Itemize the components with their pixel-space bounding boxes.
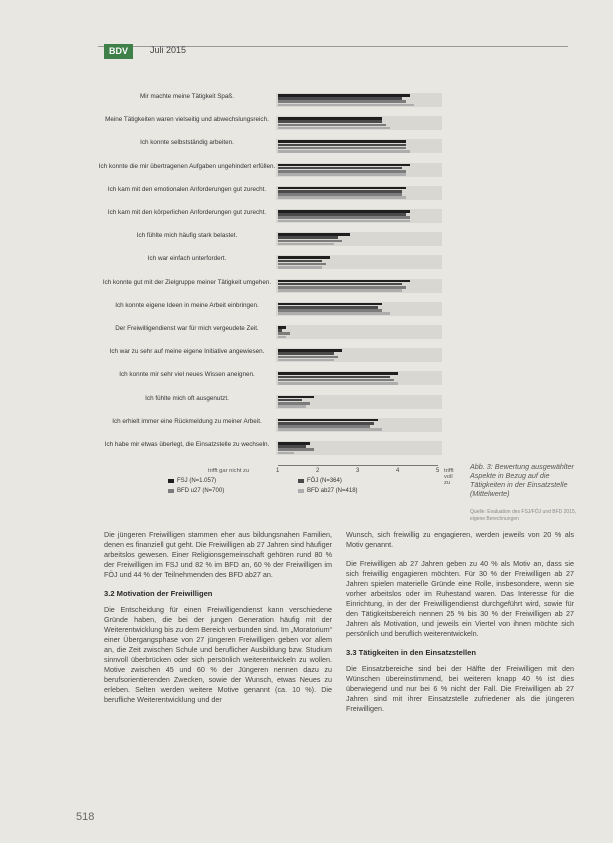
bar — [278, 213, 406, 216]
bar — [278, 283, 402, 286]
category-label: Ich war zu sehr auf meine eigene Initiative angewiesen. — [109, 348, 265, 356]
x-tick-label: 4 — [396, 468, 400, 475]
category-label: Ich konnte eigene Ideen in meine Arbeit einbringen. — [115, 301, 259, 309]
category-label: Ich erhielt immer eine Rückmeldung zu meiner Arbeit. — [112, 417, 262, 425]
category-label: Mir machte meine Tätigkeit Spaß. — [139, 93, 235, 100]
legend-label: BFD ab27 (N=418) — [307, 488, 358, 495]
bar — [278, 266, 322, 269]
bar — [278, 147, 406, 150]
bar — [278, 399, 302, 402]
legend-swatch — [168, 489, 174, 493]
journal-badge: BDV — [104, 44, 133, 59]
bar — [278, 97, 402, 100]
bar — [278, 127, 390, 130]
figure-caption: Abb. 3: Bewertung ausgewählter Aspekte in Bezug auf die Tätigkeiten in der Einsatzstelle (Mittelwerte) — [470, 462, 574, 498]
legend-label: BFD u27 (N=700) — [177, 488, 225, 495]
bar — [278, 196, 406, 199]
paragraph: Die Einsatzbereiche sind bei der Hälfte der Freiwilligen mit den Wünschen übereinstimmend, bei weiteren knapp 40 % ist dies überwiegend und nur bei 6 % nicht der Fall. Die Freiwilligen ab 27 Jahren sind mit ihrer Einsatzstelle zufriedener als die jüngeren Freiwilligen. — [346, 664, 574, 713]
bar — [278, 376, 390, 379]
legend-swatch — [298, 479, 304, 483]
bar — [278, 356, 338, 359]
bar — [278, 243, 334, 246]
bar — [278, 256, 330, 259]
bar — [278, 260, 322, 263]
issue-date: Juli 2015 — [150, 45, 187, 55]
bar — [278, 280, 410, 283]
bar — [278, 150, 410, 153]
paragraph: Die Freiwilligen ab 27 Jahren geben zu 40 % als Motiv an, dass sie sich freiwillig engagieren möchten. Für 30 % der Freiwilligen ab 27 Jahren spielen materielle Gründe eine Rolle, insbesondere, wenn sie vorher arbeitslos oder im Ruhestand waren. Das Interesse für die Einrichtung, in der der Freiwilligendienst durchgeführt wird, sowie für den Tätigkeitsbereich nennen 25 % bis 30 % der Freiwilligen ab 27 Jahren als Motivation, und jeweils ein Viertel von ihnen möchte sich persönlich und beruflich weiterentwickeln. — [346, 559, 574, 638]
right-text-column — [346, 530, 574, 723]
bar — [278, 164, 410, 167]
bar — [278, 349, 342, 352]
x-tick-label: 5 — [436, 468, 440, 475]
paragraph: Die Entscheidung für einen Freiwilligendienst kann verschiedene Gründe haben, die bei der jungen Generation häufig mit der Weiterentwicklung bis zu dem Bereich verbunden sind. Im „Moratorium“ einer Übergangsphase von 27 jüngeren Freiwilligen geben vor allem an, die Zeit zwischen Schule und beruflicher Ausbildung bzw. Studium sinnvoll überbrücken oder sich persönlich weiterentwickeln zu wollen. Motive zwischen 45 und 60 % der Jüngeren nennen dazu zu berufsorientierenden Zwecken, sowie der Wunsch, etwas Neues zu erleben. Selten werden weitere Motive genannt (ca. 10 %). Die berufliche Weiterentwicklung und der — [104, 605, 332, 704]
category-label: Ich konnte gut mit der Zielgruppe meiner Tätigkeit umgehen. — [102, 278, 272, 286]
x-tick-label: 1 — [276, 468, 280, 475]
legend-swatch — [298, 489, 304, 493]
legend-swatch — [168, 479, 174, 483]
category-label: Meine Tätigkeiten waren vielseitig und abwechslungsreich. — [105, 116, 269, 124]
bar — [278, 419, 378, 422]
left-text-column — [104, 530, 332, 714]
x-axis-line — [278, 465, 438, 466]
category-label: Ich kam mit den körperlichen Anforderungen gut zurecht. — [107, 209, 267, 216]
bar — [278, 263, 326, 266]
bar — [278, 332, 290, 335]
bar — [278, 405, 306, 408]
figure-source: Quelle: Evaluation des FSJ/FÖJ und BFD 2015, eigene Berechnungen — [470, 509, 577, 522]
category-label: Ich konnte die mir übertragenen Aufgaben ungehindert erfüllen. — [98, 162, 276, 170]
bar — [278, 309, 382, 312]
bar-chart — [98, 80, 456, 520]
legend-item — [168, 478, 216, 484]
bar — [278, 187, 406, 190]
section-heading: 3.3 Tätigkeiten in den Einsatzstellen — [346, 648, 476, 657]
bar — [278, 193, 402, 196]
category-label: Ich fühlte mich oft ausgenutzt. — [145, 394, 229, 402]
category-label: Ich konnte mir sehr viel neues Wissen aneignen. — [119, 371, 255, 379]
bar — [278, 167, 402, 170]
bar — [278, 372, 398, 375]
legend-item — [168, 488, 224, 494]
legend-item — [298, 488, 358, 494]
page-number: 518 — [76, 811, 95, 823]
category-label: Ich habe mir etwas überlegt, die Einsatzstelle zu wechseln. — [104, 441, 270, 448]
bar — [278, 329, 282, 332]
bar — [278, 445, 306, 448]
bar — [278, 312, 390, 315]
bar — [278, 240, 342, 243]
axis-left-note: trifft gar nicht zu — [208, 468, 250, 475]
bar — [278, 100, 406, 103]
x-tick-label: 2 — [316, 468, 320, 475]
bar — [278, 233, 350, 236]
category-label: Ich fühlte mich häufig stark belastet. — [136, 232, 238, 240]
bar — [278, 448, 314, 451]
category-label: Ich war einfach unterfordert. — [147, 255, 227, 263]
bar — [278, 144, 406, 147]
bar — [278, 104, 414, 107]
bar — [278, 216, 410, 219]
legend-item — [298, 478, 342, 484]
bar — [278, 117, 382, 120]
category-label: Der Freiwilligendienst war für mich vergeudete Zeit. — [115, 325, 259, 332]
bar — [278, 359, 334, 362]
bar — [278, 336, 286, 339]
section-heading: 3.2 Motivation der Freiwilligen — [104, 589, 213, 598]
bar — [278, 120, 382, 123]
bar — [278, 173, 406, 176]
bar — [278, 303, 382, 306]
bar — [278, 379, 394, 382]
row-band — [276, 325, 442, 339]
paragraph: Die jüngeren Freiwilligen stammen eher aus bildungsnahen Familien, denen es finanziell gut geht. Die Freiwilligen ab 27 Jahren sind häufiger arbeitslos gewesen. Einer Religionsgemeinschaft gehören rund 80 % der Freiwilligen im FSJ und 82 % im BFD an, 60 % der Freiwilligen im FÖJ und 44 % der Teilnehmenden des BFD ab27 an. — [104, 530, 332, 579]
category-label: Ich kam mit den emotionalen Anforderungen gut zurecht. — [107, 185, 267, 193]
legend-label: FSJ (N=1.057) — [177, 478, 217, 485]
bar — [278, 396, 314, 399]
bar — [278, 425, 370, 428]
bar — [278, 382, 398, 385]
x-tick-label: 3 — [356, 468, 360, 475]
paragraph: Wunsch, sich freiwillig zu engagieren, werden jeweils von 20 % als Motiv genannt. — [346, 530, 574, 549]
bar — [278, 352, 334, 355]
bar — [278, 289, 402, 292]
bar — [278, 236, 338, 239]
bar — [278, 220, 410, 223]
bar — [278, 428, 382, 431]
bar — [278, 452, 294, 455]
category-label: Ich konnte selbstständig arbeiten. — [140, 139, 234, 147]
axis-right-note: trifft voll zu — [444, 468, 454, 487]
bar — [278, 124, 386, 127]
bar — [278, 140, 406, 143]
legend-label: FÖJ (N=364) — [307, 478, 342, 485]
